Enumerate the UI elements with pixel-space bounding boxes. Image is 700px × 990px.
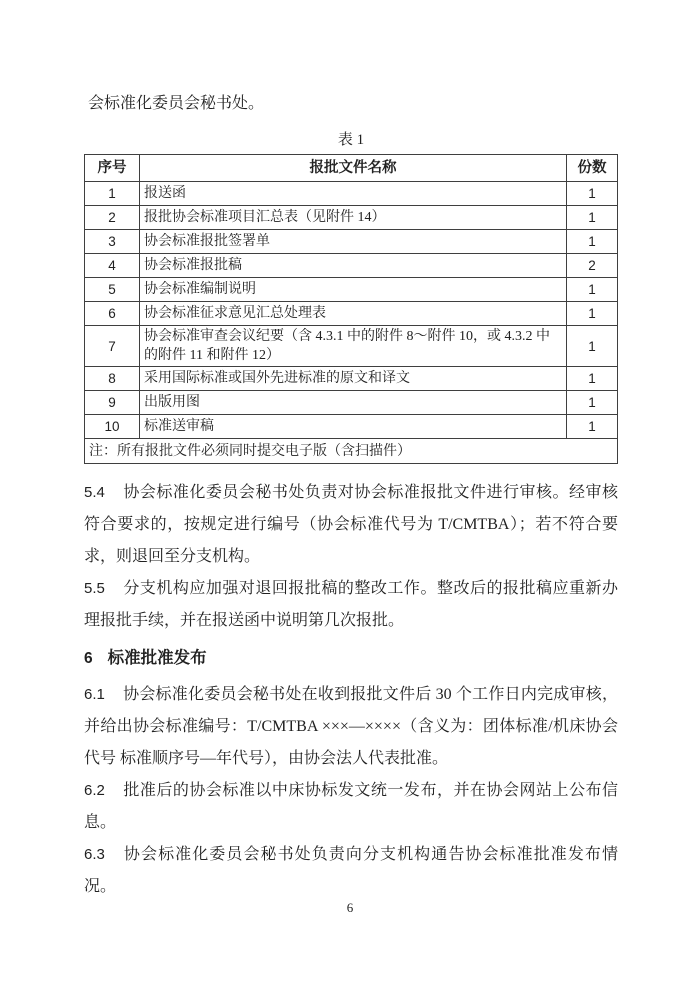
section-number: 5.4 — [84, 484, 105, 501]
row-no: 6 — [85, 302, 140, 326]
section-number: 6.3 — [84, 846, 105, 863]
row-name: 报送函 — [140, 182, 567, 206]
row-no: 3 — [85, 230, 140, 254]
table-row — [85, 254, 618, 278]
row-name: 协会标准报批稿 — [140, 254, 567, 278]
paragraph-6-2 — [84, 775, 618, 839]
section-number: 6.2 — [84, 782, 105, 799]
section-number: 6 — [84, 650, 93, 667]
section-text: 协会标准化委员会秘书处负责对协会标准报批文件进行审核。经审核符合要求的，按规定进行编号（协会标准代号为 T/CMTBA）；若不符合要求，则退回至分支机构。 — [84, 484, 618, 565]
row-copies: 1 — [567, 415, 618, 439]
row-copies: 1 — [567, 367, 618, 391]
section-title: 标准批准发布 — [107, 648, 207, 667]
row-copies: 1 — [567, 230, 618, 254]
page-number: 6 — [346, 900, 354, 915]
table-row — [85, 391, 618, 415]
row-copies: 1 — [567, 302, 618, 326]
header-serial-number: 序号 — [85, 155, 140, 182]
section-number: 6.1 — [84, 686, 105, 703]
row-copies: 1 — [567, 278, 618, 302]
section-text: 分支机构应加强对退回报批稿的整改工作。整改后的报批稿应重新办理报批手续，并在报送函中说明第几次报批。 — [84, 580, 618, 629]
row-name: 出版用图 — [140, 391, 567, 415]
table-row — [85, 182, 618, 206]
table-row — [85, 278, 618, 302]
row-name: 协会标准征求意见汇总处理表 — [140, 302, 567, 326]
row-no: 7 — [85, 326, 140, 367]
paragraph-5-5 — [84, 573, 618, 637]
table-caption: 表 1 — [337, 132, 365, 148]
section-text: 批准后的协会标准以中床协标发文统一发布，并在协会网站上公布信息。 — [84, 782, 618, 831]
header-copies: 份数 — [567, 155, 618, 182]
row-name: 标准送审稿 — [140, 415, 567, 439]
row-name: 采用国际标准或国外先进标准的原文和译文 — [140, 367, 567, 391]
row-no: 2 — [85, 206, 140, 230]
section-text: 协会标准化委员会秘书处负责向分支机构通告协会标准批准发布情况。 — [84, 846, 618, 895]
row-no: 10 — [85, 415, 140, 439]
row-no: 8 — [85, 367, 140, 391]
row-name: 协会标准审查会议纪要（含 4.3.1 中的附件 8～附件 10，或 4.3.2 中的附件 11 和附件 12） — [140, 326, 567, 367]
row-no: 1 — [85, 182, 140, 206]
table-row — [85, 206, 618, 230]
row-no: 9 — [85, 391, 140, 415]
table-row — [85, 367, 618, 391]
paragraph-6-1 — [84, 679, 618, 775]
table-row — [85, 302, 618, 326]
row-copies: 1 — [567, 182, 618, 206]
section-text: 协会标准化委员会秘书处在收到报批文件后 30 个工作日内完成审核，并给出协会标准编号：T/CMTBA ×××—××××（含义为：团体标准/机床协会代号 标准顺序号—年代号），由协会法人代表批准。 — [84, 686, 618, 767]
row-name: 协会标准编制说明 — [140, 278, 567, 302]
intro-paragraph: 会标准化委员会秘书处。 — [88, 95, 265, 112]
table-row — [85, 415, 618, 439]
row-copies: 1 — [567, 326, 618, 367]
table-note: 注：所有报批文件必须同时提交电子版（含扫描件） — [85, 439, 618, 464]
row-no: 4 — [85, 254, 140, 278]
table-note-row — [85, 439, 618, 464]
section-number: 5.5 — [84, 580, 105, 597]
section-6-heading — [84, 645, 618, 672]
row-copies: 1 — [567, 206, 618, 230]
row-copies: 2 — [567, 254, 618, 278]
row-name: 报批协会标准项目汇总表（见附件 14） — [140, 206, 567, 230]
row-no: 5 — [85, 278, 140, 302]
paragraph-5-4 — [84, 477, 618, 573]
row-name: 协会标准报批签署单 — [140, 230, 567, 254]
row-copies: 1 — [567, 391, 618, 415]
paragraph-6-3 — [84, 839, 618, 903]
table-header-row — [85, 155, 618, 182]
approval-documents-table — [84, 154, 618, 464]
table-row — [85, 230, 618, 254]
table-row — [85, 326, 618, 367]
header-document-name: 报批文件名称 — [140, 155, 567, 182]
